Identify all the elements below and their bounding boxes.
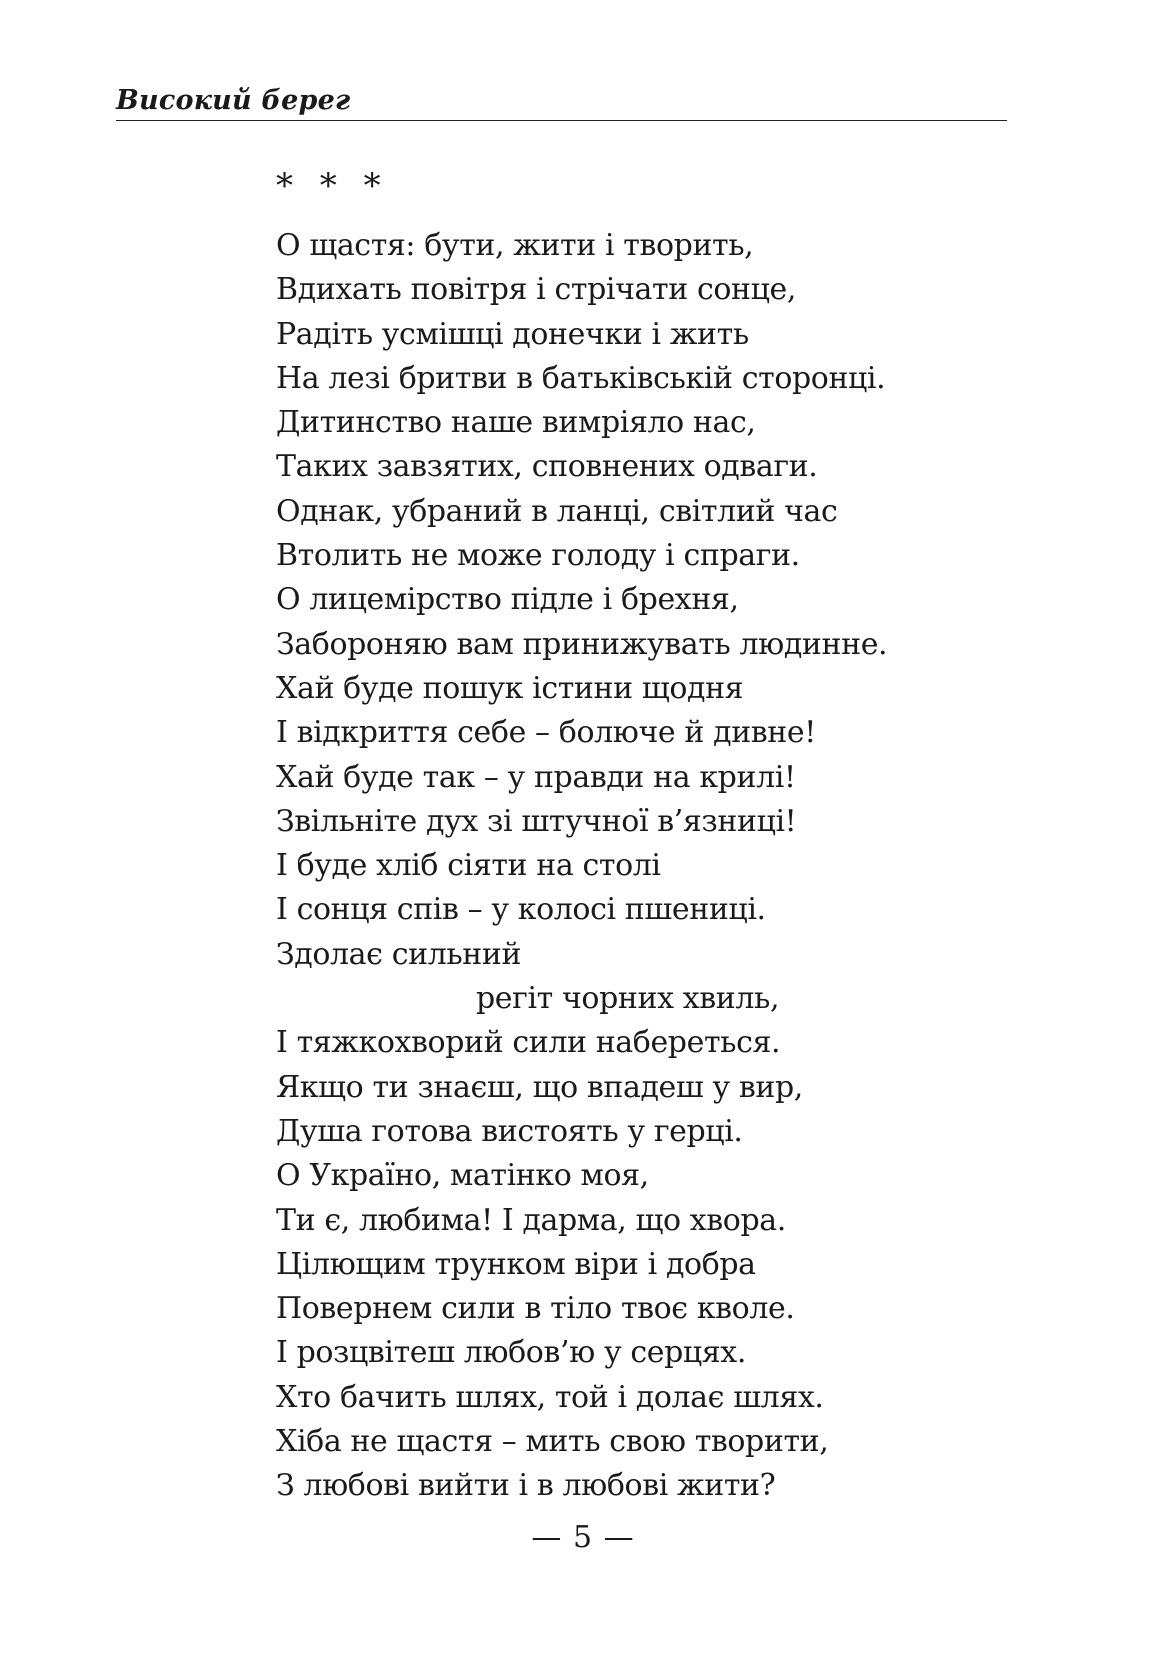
poem-line: І розцвітеш любов’ю у серцях. bbox=[276, 1335, 746, 1371]
poem-line: З любові вийти і в любові жити? bbox=[276, 1468, 776, 1504]
poem-line: Звільніте дух зі штучної в’язниці! bbox=[276, 803, 797, 839]
page-number: — 5 — bbox=[531, 1520, 635, 1555]
poem-line: І сонця спів – у колосі пшениці. bbox=[276, 892, 766, 928]
poem-line: Таких завзятих, сповнених одваги. bbox=[276, 449, 818, 485]
poem-line: Забороняю вам принижувать людинне. bbox=[276, 626, 888, 662]
poem-line: Хай буде пошук істини щодня bbox=[276, 670, 744, 706]
poem-line: Повернем сили в тіло твоє кволе. bbox=[276, 1291, 795, 1327]
poem-line: О Україно, матінко моя, bbox=[276, 1158, 649, 1194]
poem-line: І тяжкохворий сили набереться. bbox=[276, 1025, 781, 1061]
poem-line: І відкриття себе – болюче й дивне! bbox=[276, 715, 816, 751]
poem-line: Здолає сильний bbox=[276, 936, 522, 972]
poem-line: І буде хліб сіяти на столі bbox=[276, 848, 661, 884]
running-title: Високий берег bbox=[116, 85, 351, 116]
poem-line-indented: регіт чорних хвиль, bbox=[476, 981, 780, 1017]
poem-line: Хіба не щастя – мить свою творити, bbox=[276, 1424, 829, 1460]
poem-line: Якщо ти знаєш, що впадеш у вир, bbox=[276, 1069, 803, 1105]
poem-line: Дитинство наше вимріяло нас, bbox=[276, 405, 756, 441]
poem-line: Радіть усмішці донечки і жить bbox=[276, 316, 749, 352]
poem-line: На лезі бритви в батьківській сторонці. bbox=[276, 360, 886, 396]
poem-line: Хто бачить шлях, той і долає шлях. bbox=[276, 1379, 824, 1415]
poem-line: О щастя: бути, жити і творить, bbox=[276, 228, 754, 263]
poem-line: Вдихать повітря і стрічати сонце, bbox=[276, 272, 797, 308]
poem-separator: * * * bbox=[276, 166, 389, 206]
poem-line: О лицемірство підле і брехня, bbox=[276, 582, 739, 618]
poem-line: Втолить не може голоду і спраги. bbox=[276, 538, 800, 574]
poem-line: Душа готова вистоять у герці. bbox=[276, 1113, 743, 1149]
poem-line: Однак, убраний в ланці, світлий час bbox=[276, 493, 838, 529]
poem-line: Цілющим трунком віри і добра bbox=[276, 1246, 756, 1282]
header-rule bbox=[116, 120, 1007, 121]
poem-line: Ти є, любима! І дарма, що хвора. bbox=[276, 1202, 786, 1238]
poem-line: Хай буде так – у правди на крилі! bbox=[276, 759, 796, 795]
poem bbox=[276, 166, 1036, 1509]
